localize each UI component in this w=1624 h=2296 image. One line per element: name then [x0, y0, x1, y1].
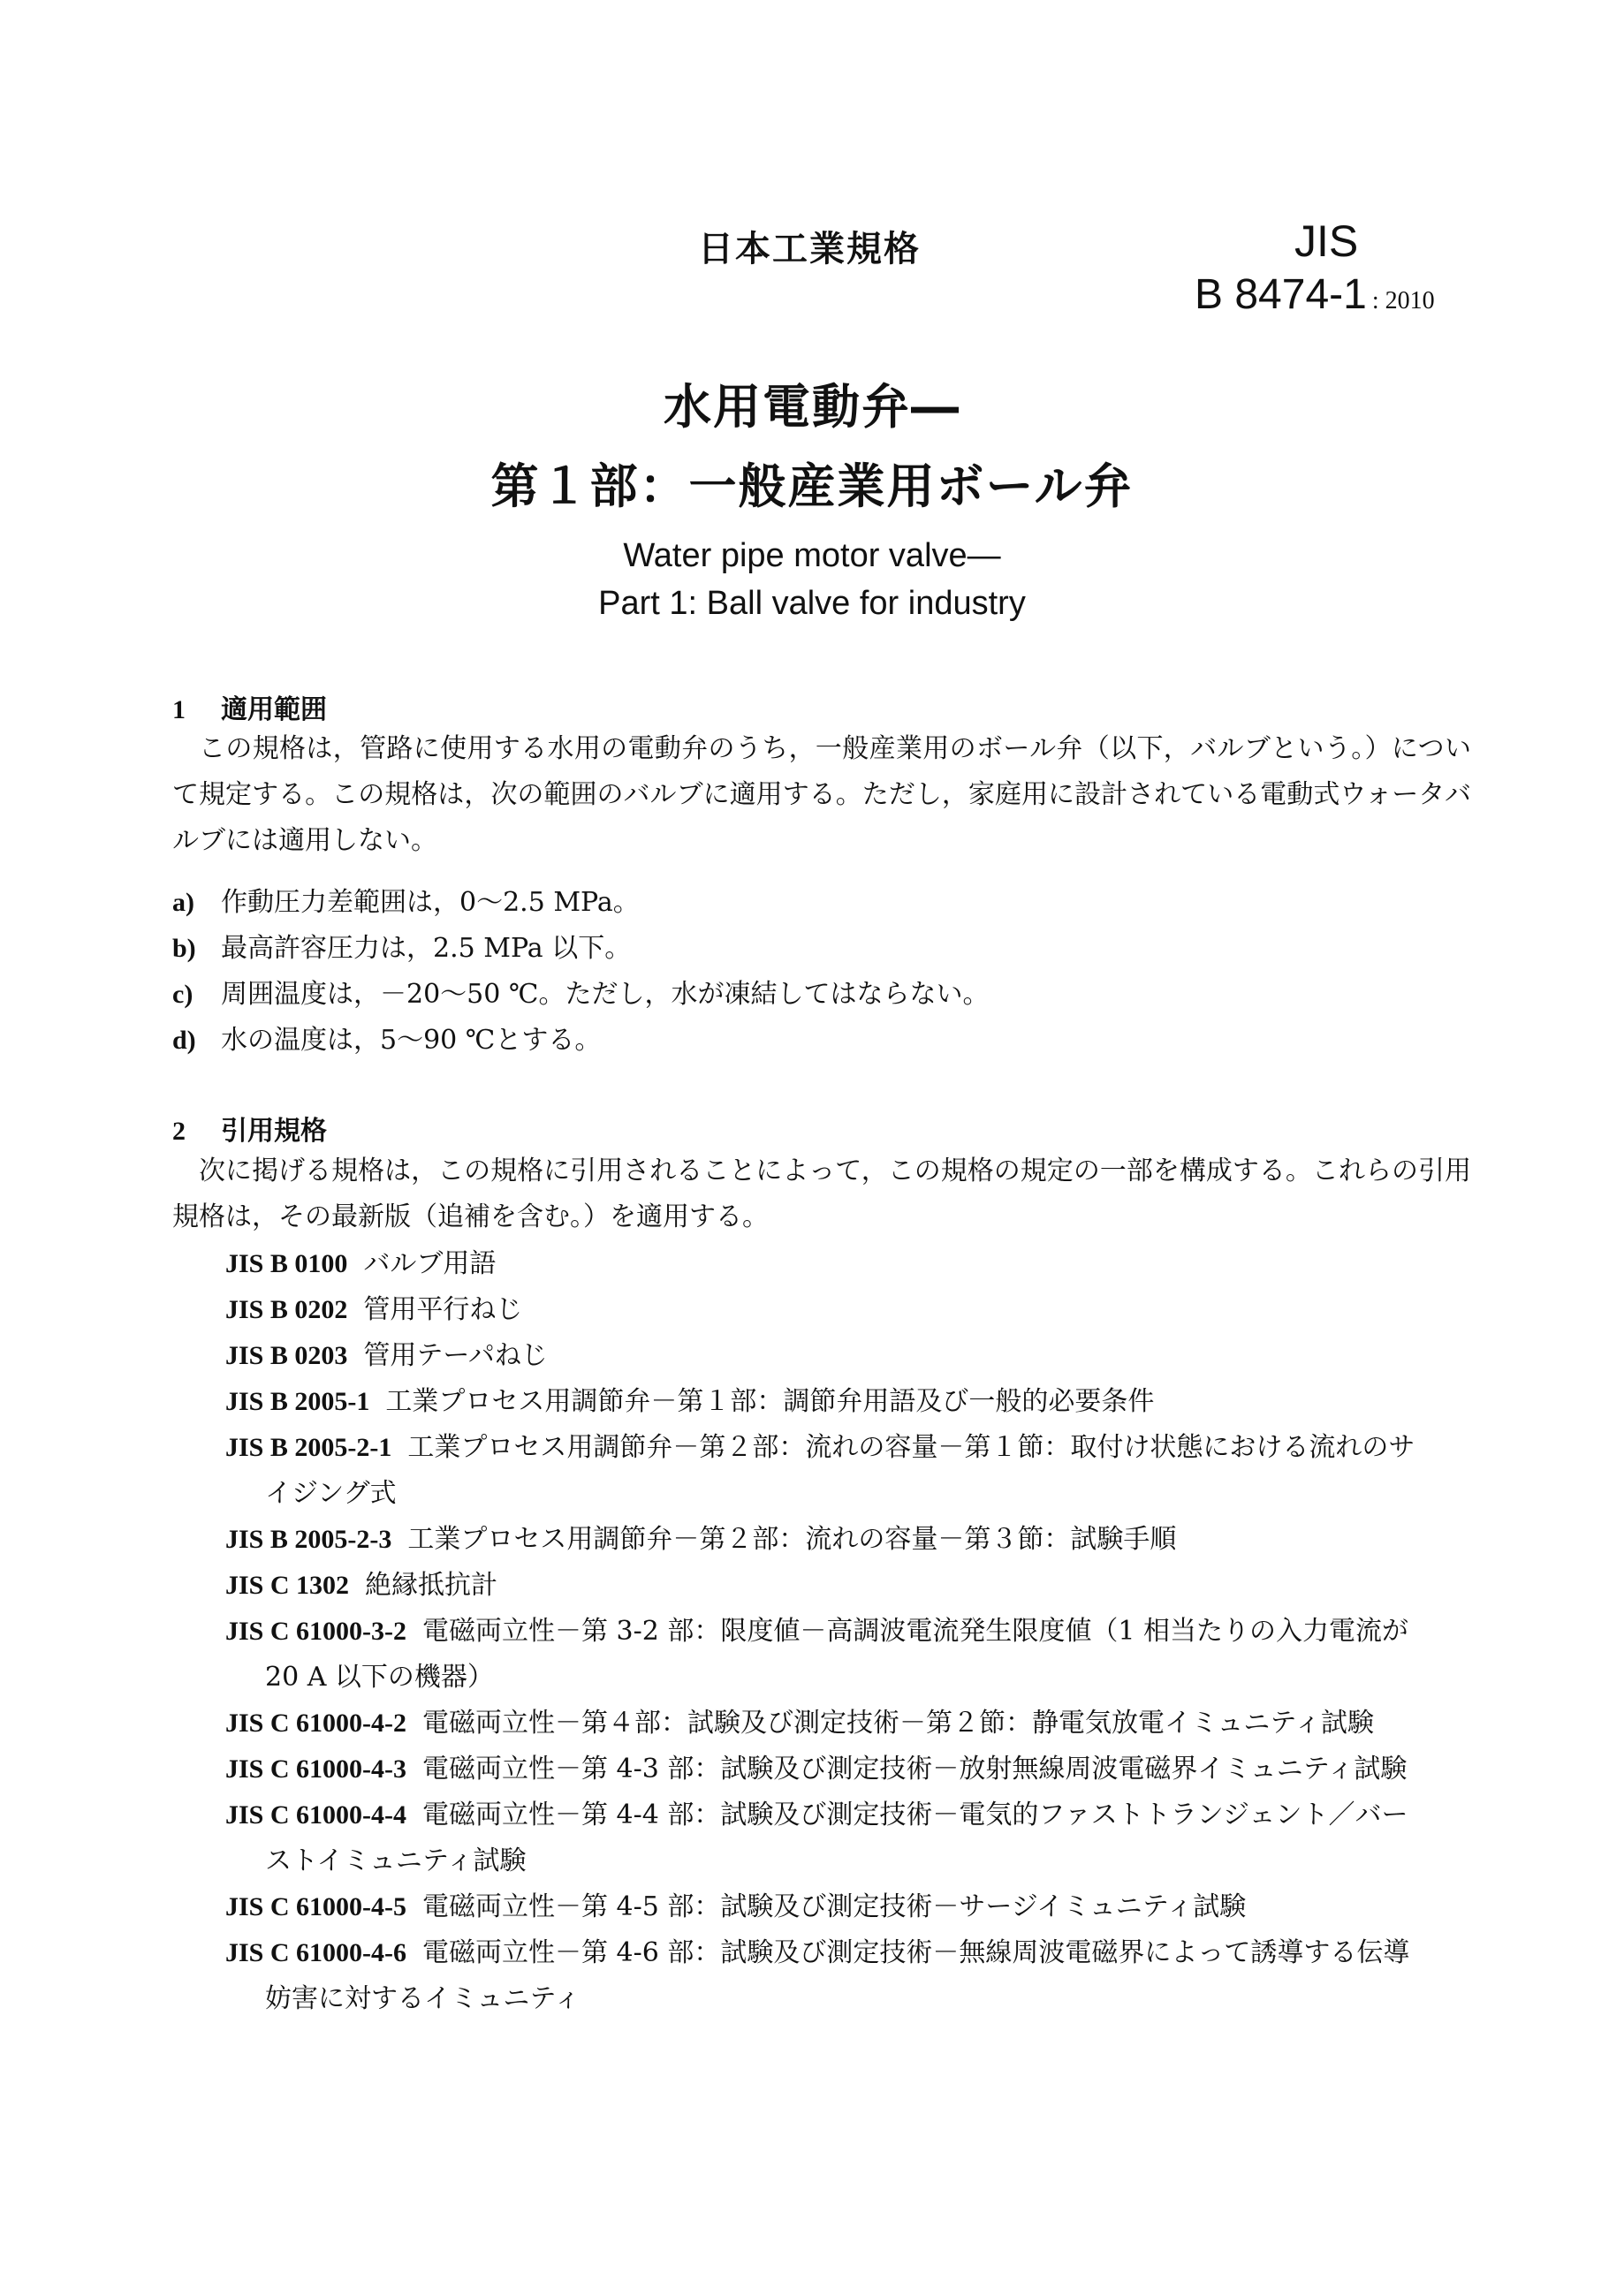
reference-title: 工業プロセス用調節弁－第１部：調節弁用語及び一般的必要条件 — [385, 1386, 1155, 1417]
jis-label: JIS — [1294, 216, 1359, 266]
list-item — [172, 972, 989, 1011]
reference-code: JIS C 61000-4-2 — [225, 1709, 407, 1738]
standard-year: : 2010 — [1371, 287, 1435, 314]
section2-body — [172, 1148, 1471, 1240]
section1-number: 1 — [172, 695, 186, 724]
reference-item — [225, 1379, 1471, 1425]
org-title: 日本工業規格 — [698, 229, 921, 269]
reference-title-cont: イジング式 — [265, 1478, 397, 1509]
section2-paragraph: 次に掲げる規格は，この規格に引用されることによって，この規格の規定の一部を構成する。これらの引用規格は，その最新版（追補を含む。）を適用する。 — [172, 1156, 1471, 1232]
section1-title: 適用範囲 — [221, 694, 327, 725]
list-item-mark: a) — [172, 888, 194, 917]
reference-code: JIS B 0202 — [225, 1295, 348, 1324]
reference-item — [225, 1241, 1471, 1287]
reference-title: バルブ用語 — [363, 1248, 497, 1279]
list-item — [172, 1018, 601, 1057]
reference-item — [225, 1425, 1471, 1517]
section1-body — [172, 726, 1471, 864]
reference-title: 電磁両立性－第 4-6 部：試験及び測定技術－無線周波電磁界によって誘導する伝導 — [422, 1937, 1410, 1968]
list-item-text: 最高許容圧力は，2.5 MPa 以下。 — [221, 933, 632, 964]
reference-title: 電磁両立性－第４部：試験及び測定技術－第２節：静電気放電イミュニティ試験 — [422, 1708, 1375, 1739]
list-item — [172, 880, 640, 919]
list-item-text: 水の温度は，5～90 ℃とする。 — [221, 1025, 602, 1056]
list-item — [172, 926, 631, 965]
standard-number-code: B 8474-1 — [1195, 271, 1367, 318]
title-en-line1: Water pipe motor valve― — [623, 537, 1001, 574]
reference-code: JIS B 2005-2-1 — [225, 1433, 392, 1462]
reference-code: JIS B 0203 — [225, 1341, 348, 1370]
reference-code: JIS C 61000-3-2 — [225, 1617, 407, 1646]
reference-title: 電磁両立性－第 4-5 部：試験及び測定技術－サージイミュニティ試験 — [422, 1891, 1247, 1922]
reference-title-cont: 20 A 以下の機器） — [265, 1662, 494, 1693]
title-jp-line2: 第１部：一般産業用ボール弁 — [490, 458, 1134, 514]
reference-code: JIS B 0100 — [225, 1249, 348, 1278]
reference-code: JIS C 61000-4-5 — [225, 1892, 407, 1921]
section2-number: 2 — [172, 1117, 186, 1146]
reference-title: 管用平行ねじ — [363, 1294, 523, 1325]
section2-title: 引用規格 — [221, 1116, 327, 1147]
reference-title-cont: ストイミュニティ試験 — [265, 1845, 527, 1876]
reference-code: JIS C 61000-4-4 — [225, 1800, 407, 1830]
standard-number — [1195, 270, 1435, 319]
reference-item — [225, 1287, 1471, 1333]
reference-item — [225, 1563, 1471, 1609]
reference-item — [225, 1517, 1471, 1563]
list-item-mark: d) — [172, 1026, 196, 1055]
reference-title: 絶縁抵抗計 — [365, 1570, 498, 1601]
reference-item — [225, 1701, 1471, 1747]
title-en-line2: Part 1: Ball valve for industry — [598, 585, 1026, 622]
title-jp-line1: 水用電動弁― — [664, 379, 960, 435]
list-item-mark: c) — [172, 980, 194, 1009]
reference-code: JIS C 61000-4-3 — [225, 1754, 407, 1784]
reference-item — [225, 1884, 1471, 1930]
reference-item — [225, 1792, 1471, 1884]
reference-item — [225, 1609, 1471, 1701]
reference-title: 工業プロセス用調節弁－第２部：流れの容量－第１節：取付け状態における流れのサ — [407, 1432, 1415, 1463]
reference-code: JIS C 1302 — [225, 1571, 350, 1600]
reference-title: 電磁両立性－第 4-4 部：試験及び測定技術－電気的ファストトランジェント／バー — [422, 1800, 1408, 1830]
reference-code: JIS B 2005-2-3 — [225, 1525, 392, 1554]
list-item-text: 作動圧力差範囲は，0～2.5 MPa。 — [221, 887, 640, 918]
section1-paragraph: この規格は，管路に使用する水用の電動弁のうち，一般産業用のボール弁（以下，バルブという。）について規定する。この規格は，次の範囲のバルブに適用する。ただし，家庭用に設計されている電動式ウォータバルブには適用しない。 — [172, 733, 1471, 856]
reference-title: 電磁両立性－第 3-2 部：限度値－高調波電流発生限度値（1 相当たりの入力電流が — [422, 1616, 1409, 1647]
reference-item — [225, 1333, 1471, 1379]
reference-title: 管用テーパねじ — [363, 1340, 548, 1371]
reference-title-cont: 妨害に対するイミュニティ — [265, 1983, 581, 2014]
reference-item — [225, 1930, 1471, 2022]
reference-item — [225, 1747, 1471, 1792]
section1-heading — [172, 687, 327, 726]
list-item-mark: b) — [172, 934, 196, 963]
list-item-text: 周囲温度は，－20～50 ℃。ただし，水が凍結してはならない。 — [221, 979, 990, 1010]
reference-title: 工業プロセス用調節弁－第２部：流れの容量－第３節：試験手順 — [407, 1524, 1177, 1555]
reference-code: JIS B 2005-1 — [225, 1387, 370, 1416]
reference-title: 電磁両立性－第 4-3 部：試験及び測定技術－放射無線周波電磁界イミュニティ試験 — [422, 1754, 1408, 1785]
reference-code: JIS C 61000-4-6 — [225, 1938, 407, 1967]
section2-heading — [172, 1109, 327, 1148]
